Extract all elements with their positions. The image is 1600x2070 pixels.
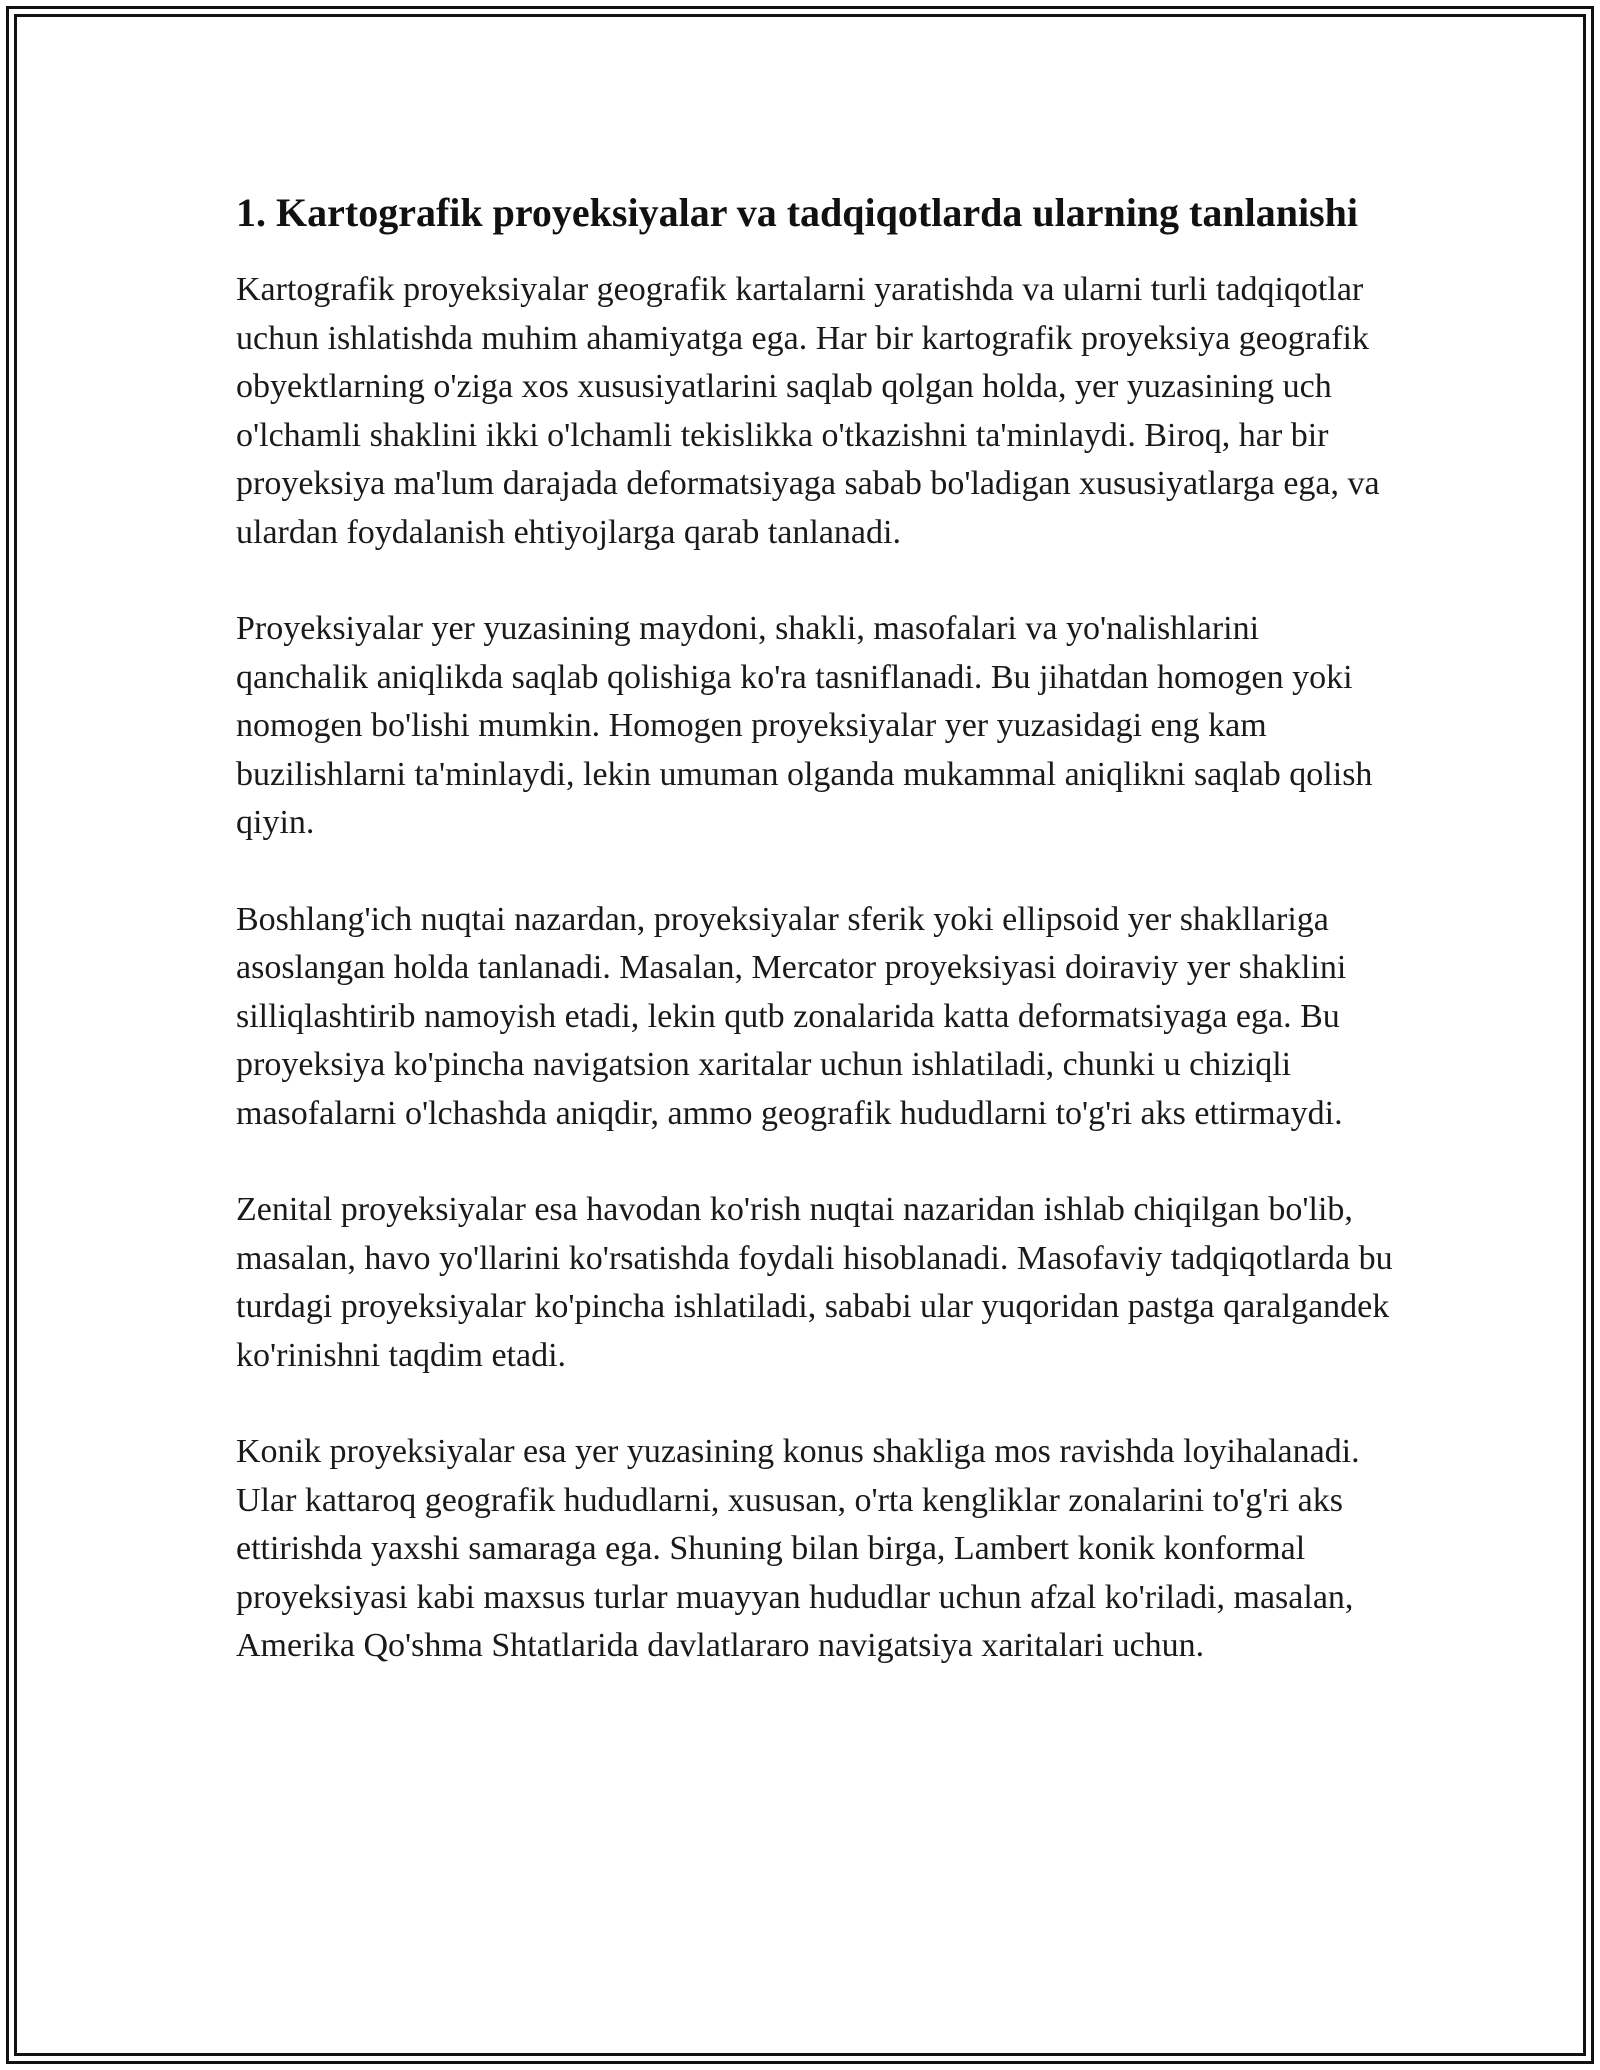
paragraph-zenithal: Zenital proyeksiyalar esa havodan ko'rish nuqtai nazaridan ishlab chiqilgan bo'lib, masalan, havo yo'llarini ko'rsatishda foydali hisoblanadi. Masofaviy tadqiqotlarda bu turdagi proyeksiyalar ko'pincha ishlatiladi, sababi ular yuqoridan pastga qaralgandek ko'rinishni taqdim etadi. [236,1191,1393,1374]
document-body [236,186,1396,1719]
paragraph-intro: Kartografik proyeksiyalar geografik kartalarni yaratishda va ularni turli tadqiqotlar uchun ishlatishda muhim ahamiyatga ega. Har bir kartografik proyeksiya geografik obyektlarning o'ziga xos xususiyatlarini saqlab qolgan holda, yer yuzasining uch o'lchamli shaklini ikki o'lchamli tekislikka o'tkazishni ta'minlaydi. Biroq, har bir proyeksiya ma'lum darajada deformatsiyaga sabab bo'ladigan xususiyatlarga ega, va ulardan foydalanish ehtiyojlarga qarab tanlanadi. [236,271,1380,551]
paragraph-conic: Konik proyeksiyalar esa yer yuzasining konus shakliga mos ravishda loyihalanadi. Ular kattaroq geografik hududlarni, xususan, o'rta kengliklar zonalarini to'g'ri aks ettirishda yaxshi samaraga ega. Shuning bilan birga, Lambert konik konformal proyeksiyasi kabi maxsus turlar muayyan hududlar uchun afzal ko'riladi, masalan, Amerika Qo'shma Shtatlarida davlatlararo navigatsiya xaritalari uchun. [236,1433,1360,1664]
paragraph-mercator: Boshlang'ich nuqtai nazardan, proyeksiyalar sferik yoki ellipsoid yer shakllariga asoslangan holda tanlanadi. Masalan, Mercator proyeksiyasi doiraviy yer shaklini silliqlashtirib namoyish etadi, lekin qutb zonalarida katta deformatsiyaga ega. Bu proyeksiya ko'pincha navigatsion xaritalar uchun ishlatiladi, chunki u chiziqli masofalarni o'lchashda aniqdir, ammo geografik hududlarni to'g'ri aks ettirmaydi. [236,900,1347,1132]
paragraph-classification: Proyeksiyalar yer yuzasining maydoni, shakli, masofalari va yo'nalishlarini qanchalik aniqlikda saqlab qolishiga ko'ra tasniflanadi. Bu jihatdan homogen yoki nomogen bo'lishi mumkin. Homogen proyeksiyalar yer yuzasidagi eng kam buzilishlarni ta'minlaydi, lekin umuman olganda mukammal aniqlikni saqlab qolish qiyin. [236,610,1373,841]
section-heading: 1. Kartografik proyeksiyalar va tadqiqotlarda ularning tanlanishi [236,190,1359,235]
